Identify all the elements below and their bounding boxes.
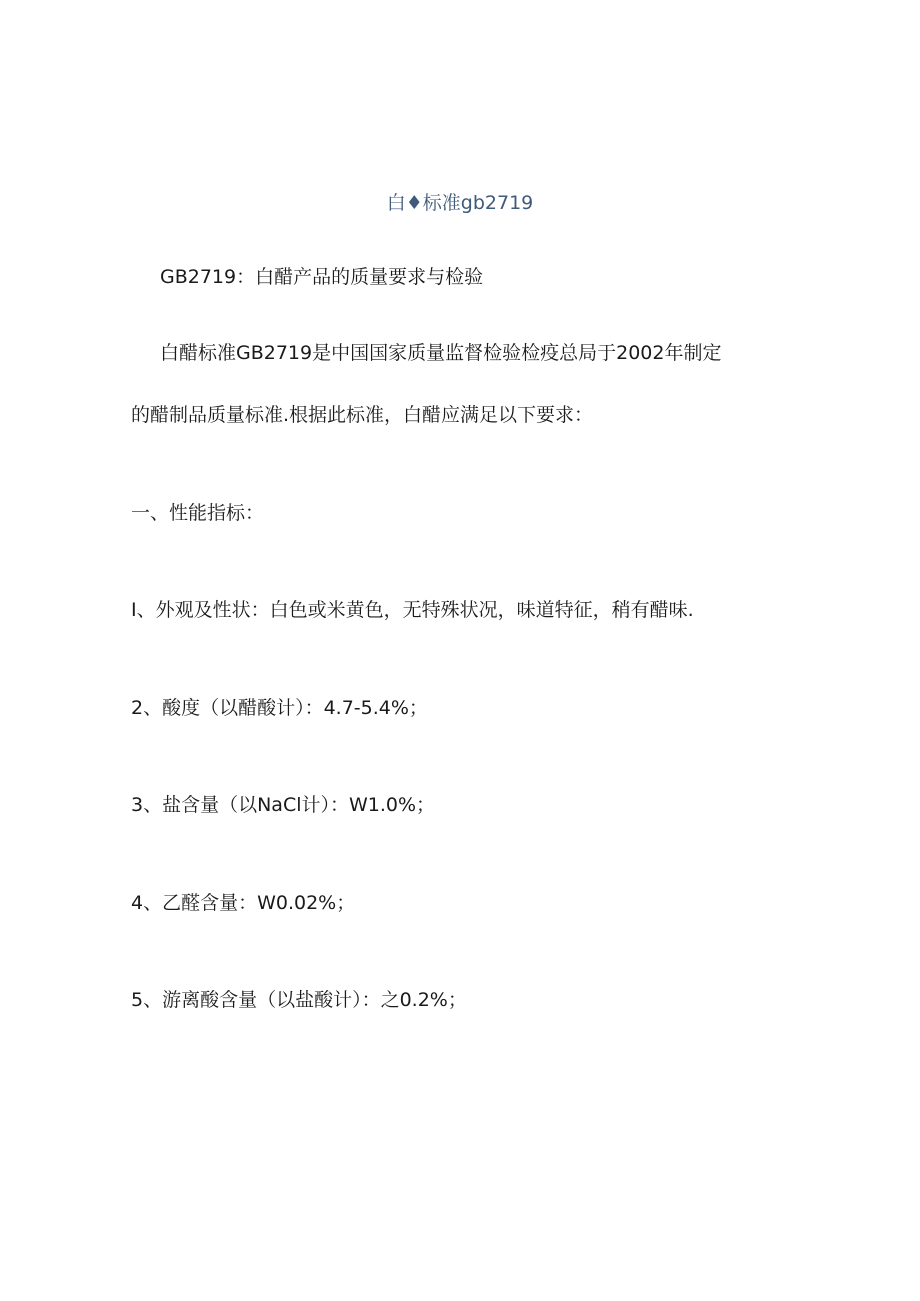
list-item-salt-content: 3、盐含量（以NaCl计）：W1.0%； — [131, 794, 436, 816]
list-item-acidity: 2、酸度（以醋酸计）：4.7-5.4%； — [131, 697, 428, 719]
list-item-free-acid-content: 5、游离酸含量（以盐酸计）：之0.2%； — [131, 989, 467, 1011]
list-item-appearance: I、外观及性状：白色或米黄色，无特殊状况，味道特征，稍有醋味. — [131, 599, 694, 621]
section-heading: 一、性能指标： — [131, 502, 265, 524]
list-item-acetaldehyde-content: 4、乙醛含量：W0.02%； — [131, 892, 356, 914]
document-subtitle: GB2719：白醋产品的质量要求与检验 — [160, 266, 484, 288]
intro-paragraph-line-2: 的醋制品质量标准.根据此标准，白醋应满足以下要求： — [131, 404, 594, 426]
intro-paragraph-line-1: 白醋标准GB2719是中国国家质量监督检验检疫总局于2002年制定 — [160, 342, 722, 364]
document-title: 白♦标准gb2719 — [386, 192, 534, 214]
